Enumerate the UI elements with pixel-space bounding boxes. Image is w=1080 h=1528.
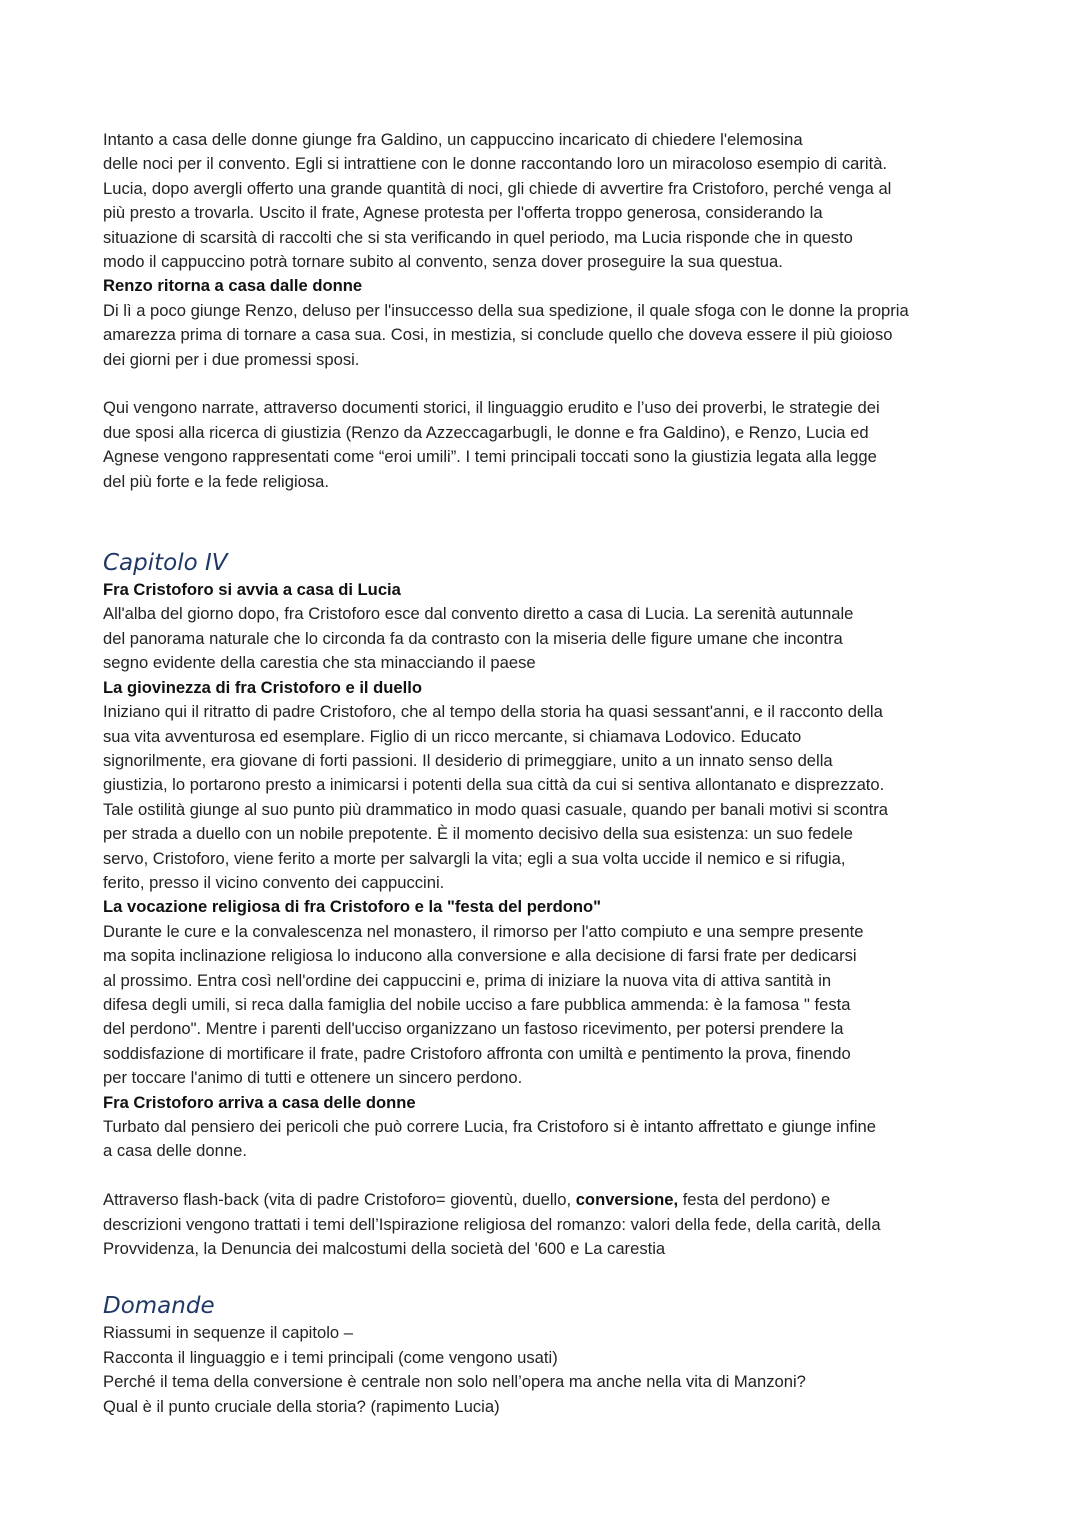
text-line: giustizia, lo portarono presto a inimicarsi i potenti della sua città da cui si sentiva allontanato e disprezzato.: [103, 775, 885, 795]
paragraph-fra-galdino: [103, 128, 1003, 274]
text-line: per strada a duello con un nobile prepotente. È il momento decisivo della sua esistenza: un suo fedele: [103, 824, 853, 844]
paragraph-renzo-ritorna: [103, 299, 1003, 372]
text-line: Lucia, dopo avergli offerto una grande quantità di noci, gli chiede di avvertire fra Cristoforo, perché venga al: [103, 178, 892, 198]
subheading-cristoforo-si-avvia: Fra Cristoforo si avvia a casa di Lucia: [103, 580, 401, 600]
text-line: al prossimo. Entra così nell'ordine dei cappuccini e, prima di iniziare la nuova vita di attiva santità in: [103, 970, 832, 990]
paragraph-cristoforo-arriva: [103, 1115, 1003, 1164]
text-line: del perdono". Mentre i parenti dell'ucciso organizzano un fastoso ricevimento, per potersi prendere la: [103, 1019, 844, 1039]
paragraph-vocazione-religiosa: [103, 920, 1003, 1091]
text-line: signorilmente, era giovane di forti passioni. Il desiderio di primeggiare, unito a un innato senso della: [103, 750, 833, 770]
text-line: Durante le cure e la convalescenza nel monastero, il rimorso per l'atto compiuto e una sempre presente: [103, 921, 864, 941]
paragraph-cristoforo-si-avvia: [103, 602, 1003, 675]
question-item: Racconta il linguaggio e i temi principali (come vengono usati): [103, 1347, 558, 1367]
paragraph-gap: [103, 494, 1003, 548]
text-line: ferito, presso il vicino convento dei cappuccini.: [103, 872, 445, 892]
paragraph-summary-chapter3: [103, 396, 1003, 494]
text-line: del panorama naturale che lo circonda fa da contrasto con la miseria delle figure umane che incontra: [103, 628, 843, 648]
text-line: modo il cappuccino potrà tornare subito al convento, senza dover proseguire la sua questua.: [103, 252, 783, 272]
text-line: a casa delle donne.: [103, 1141, 247, 1161]
text-line: amarezza prima di tornare a casa sua. Cosi, in mestizia, si conclude quello che doveva essere il più gioioso: [103, 325, 893, 345]
text-line: All'alba del giorno dopo, fra Cristoforo esce dal convento diretto a casa di Lucia. La serenità autunnale: [103, 604, 854, 624]
questions-title: Domande: [103, 1293, 215, 1320]
question-item: Riassumi in sequenze il capitolo –: [103, 1323, 353, 1343]
text-line: Provvidenza, la Denuncia dei malcostumi della società del '600 e La carestia: [103, 1239, 666, 1259]
subheading-renzo-ritorna: Renzo ritorna a casa dalle donne: [103, 276, 363, 296]
text-line: Di lì a poco giunge Renzo, deluso per l'insuccesso della sua spedizione, il quale sfoga con le donne la propria: [103, 300, 909, 320]
paragraph-gap: [103, 1164, 1003, 1188]
document-page: [103, 128, 1003, 1419]
questions-list: [103, 1321, 1003, 1419]
text-line: Intanto a casa delle donne giunge fra Galdino, un cappuccino incaricato di chiedere l'elemosina: [103, 130, 803, 149]
paragraph-gap: [103, 372, 1003, 396]
text-line: dei giorni per i due promessi sposi.: [103, 349, 360, 369]
text-line: difesa degli umili, si reca dalla famiglia del nobile ucciso a fare pubblica ammenda: è la famosa " festa: [103, 994, 851, 1014]
text-line: Tale ostilità giunge al suo punto più drammatico in modo quasi casuale, quando per banali motivi si scontra: [103, 799, 888, 819]
summary-bold-conversione: conversione,: [575, 1190, 679, 1210]
question-item: Qual è il punto cruciale della storia? (rapimento Lucia): [103, 1396, 500, 1416]
text-line: più presto a trovarla. Uscito il frate, Agnese protesta per l'offerta troppo generosa, considerando la: [103, 203, 823, 223]
chapter-title: Capitolo IV: [103, 550, 228, 577]
text-line: ma sopita inclinazione religiosa lo inducono alla conversione e alla decisione di farsi frate per dedicarsi: [103, 946, 857, 966]
text-line: del più forte e la fede religiosa.: [103, 471, 330, 491]
text-line: [103, 1188, 1003, 1212]
text-line: per toccare l'animo di tutti e ottenere un sincero perdono.: [103, 1068, 523, 1088]
text-line: delle noci per il convento. Egli si intrattiene con le donne raccontando loro un miracoloso esempio di carità.: [103, 154, 888, 174]
text-line: Qui vengono narrate, attraverso documenti storici, il linguaggio erudito e l’uso dei proverbi, le strategie dei: [103, 398, 880, 418]
question-item: Perché il tema della conversione è centrale non solo nell’opera ma anche nella vita di Manzoni?: [103, 1372, 806, 1392]
text-line: Turbato dal pensiero dei pericoli che può correre Lucia, fra Cristoforo si è intanto affrettato e giunge infine: [103, 1117, 876, 1137]
text-line: Agnese vengono rappresentati come “eroi umili”. I temi principali toccati sono la giustizia legata alla legge: [103, 447, 877, 467]
text-line: soddisfazione di mortificare il frate, padre Cristoforo affronta con umiltà e pentimento la prova, finendo: [103, 1043, 851, 1063]
text-line: descrizioni vengono trattati i temi dell’Ispirazione religiosa del romanzo: valori della fede, della carità, della: [103, 1214, 881, 1234]
summary-text: Attraverso flash-back (vita di padre Cristoforo= gioventù, duello,: [103, 1190, 576, 1210]
paragraph-giovinezza-duello: [103, 700, 1003, 895]
text-line: Iniziano qui il ritratto di padre Cristoforo, che al tempo della storia ha quasi sessant'anni, e il racconto della: [103, 702, 883, 722]
subheading-cristoforo-arriva: Fra Cristoforo arriva a casa delle donne: [103, 1092, 416, 1112]
text-line: due sposi alla ricerca di giustizia (Renzo da Azzeccagarbugli, le donne e fra Galdino), e Renzo, Lucia ed: [103, 422, 869, 442]
subheading-giovinezza-duello: La giovinezza di fra Cristoforo e il duello: [103, 677, 423, 697]
subheading-vocazione-religiosa: La vocazione religiosa di fra Cristoforo e la "festa del perdono": [103, 897, 601, 917]
text-line: sua vita avventurosa ed esemplare. Figlio di un ricco mercante, si chiamava Lodovico. Educato: [103, 726, 802, 746]
paragraph-summary-chapter4: [103, 1188, 1003, 1261]
text-line: situazione di scarsità di raccolti che si sta verificando in quel periodo, ma Lucia risponde che in questo: [103, 227, 853, 247]
text-line: servo, Cristoforo, viene ferito a morte per salvargli la vita; egli a sua volta uccide il nemico e si rifugia,: [103, 848, 846, 868]
paragraph-gap: [103, 1261, 1003, 1291]
summary-text: festa del perdono) e: [678, 1190, 831, 1210]
text-line: segno evidente della carestia che sta minacciando il paese: [103, 653, 536, 673]
